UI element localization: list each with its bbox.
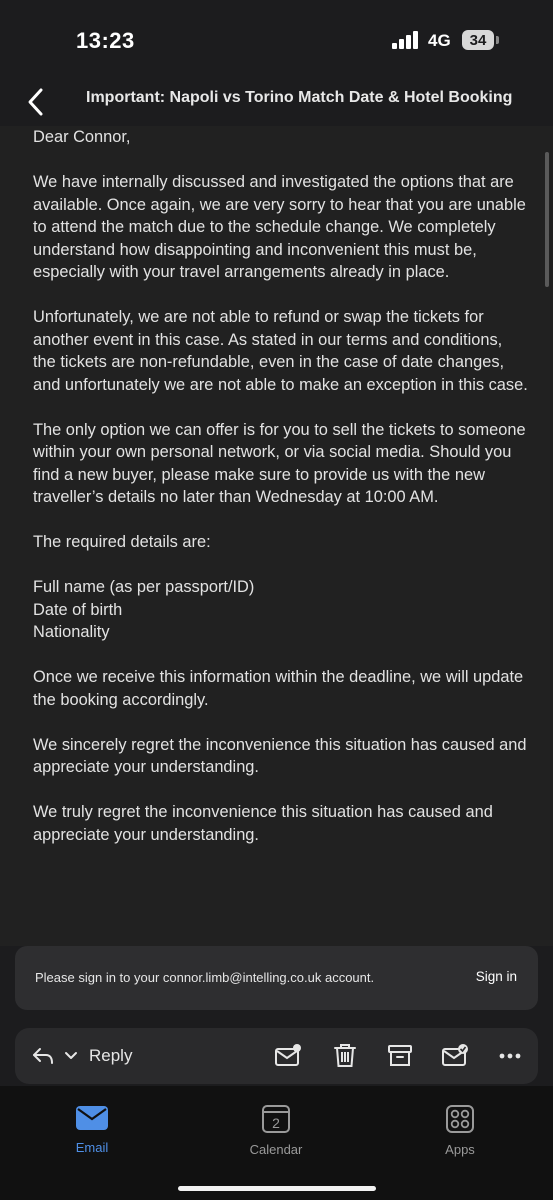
email-paragraph: We sincerely regret the inconvenience this situation has caused and appreciate your understanding. xyxy=(33,735,527,776)
apps-icon xyxy=(445,1104,475,1134)
calendar-badge: 2 xyxy=(272,1115,280,1131)
mark-read-button[interactable] xyxy=(441,1042,469,1070)
detail-item: Nationality xyxy=(33,623,110,641)
tab-label: Apps xyxy=(445,1142,475,1157)
signal-icon xyxy=(392,31,422,49)
trash-icon xyxy=(331,1042,359,1070)
tab-bar xyxy=(0,1086,553,1200)
email-header xyxy=(0,80,553,126)
battery-level: 34 xyxy=(469,31,487,49)
tab-label: Email xyxy=(75,1140,109,1155)
email-icon xyxy=(75,1104,109,1132)
email-subject: Important: Napoli vs Torino Match Date & Hotel Booking xyxy=(86,89,513,106)
status-bar xyxy=(0,0,553,80)
reply-icon xyxy=(31,1045,55,1067)
battery-tip xyxy=(496,36,499,44)
email-body[interactable] xyxy=(0,126,553,946)
more-icon xyxy=(497,1042,525,1070)
archive-icon xyxy=(386,1042,414,1070)
email-paragraph: We truly regret the inconvenience this situation has caused and appreciate your understanding. xyxy=(33,803,493,844)
back-button[interactable] xyxy=(22,84,52,120)
details-list xyxy=(33,576,528,644)
email-text xyxy=(33,126,528,869)
mark-unread-button[interactable] xyxy=(274,1042,302,1070)
delete-button[interactable] xyxy=(331,1042,359,1070)
scrollbar[interactable] xyxy=(545,152,549,287)
signin-button[interactable]: Sign in xyxy=(475,969,517,984)
mark-unread-icon xyxy=(274,1042,302,1070)
network-type: 4G xyxy=(428,31,451,50)
email-paragraph: Once we receive this information within the deadline, we will update the booking accordingly. xyxy=(33,668,524,709)
chevron-left-icon xyxy=(22,84,52,120)
signin-message: Please sign in to your connor.limb@intelling.co.uk account. xyxy=(35,970,375,985)
calendar-icon xyxy=(261,1104,291,1134)
reply-label: Reply xyxy=(89,1046,133,1065)
status-time: 13:23 xyxy=(76,28,135,53)
chevron-down-icon xyxy=(63,1050,79,1062)
detail-item: Full name (as per passport/ID) xyxy=(33,578,255,596)
tab-apps[interactable] xyxy=(415,1104,505,1157)
email-paragraph: The only option we can offer is for you to sell the tickets to someone within your own personal network, or via social media. Should you find a new buyer, please make sure to provide us with the new traveller’s details no later than Wednesday at 10:00 AM. xyxy=(33,420,526,506)
action-bar xyxy=(15,1028,538,1084)
battery-icon xyxy=(462,30,494,50)
email-paragraph: We have internally discussed and investigated the options that are available. Once again, we are very sorry to hear that you are unable to attend the match due to the schedule change. We completely understand how disappointing and inconvenient this must be, especially with your travel arrangements already in place. xyxy=(33,173,526,281)
tab-email[interactable] xyxy=(47,1104,137,1155)
more-button[interactable] xyxy=(497,1042,525,1070)
signin-banner xyxy=(15,946,538,1010)
home-indicator[interactable] xyxy=(178,1186,376,1191)
email-paragraph: Unfortunately, we are not able to refund or swap the tickets for another event in this case. As stated in our terms and conditions, the tickets are non-refundable, even in the case of date changes, and unfortunately we are not able to make an exception in this case. xyxy=(33,308,528,394)
reply-button[interactable] xyxy=(31,1040,132,1072)
detail-item: Date of birth xyxy=(33,600,123,619)
tab-label: Calendar xyxy=(249,1142,303,1157)
email-paragraph: The required details are: xyxy=(33,533,211,551)
mark-read-icon xyxy=(441,1042,469,1070)
tab-calendar[interactable] xyxy=(231,1104,321,1157)
archive-button[interactable] xyxy=(386,1042,414,1070)
email-greeting: Dear Connor, xyxy=(33,128,131,146)
